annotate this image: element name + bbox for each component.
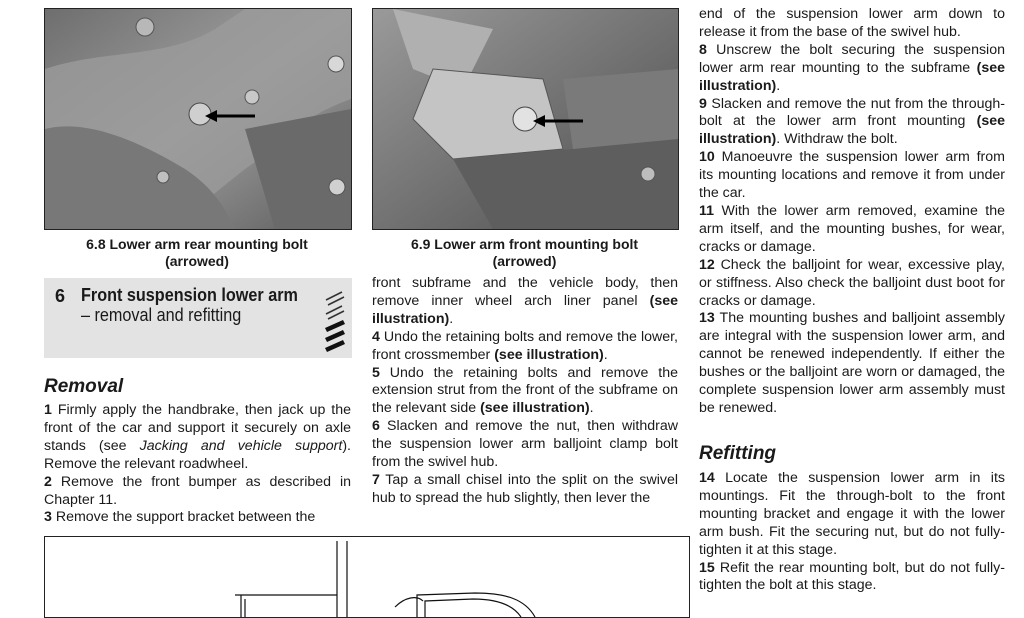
caption-6-9-line2: (arrowed) (492, 253, 557, 269)
step-8-ref: (see illustration) (699, 59, 1005, 94)
step-14-number: 14 (699, 470, 715, 486)
step-15 (699, 560, 1005, 596)
caption-6-8-line2: (arrowed) (165, 253, 229, 269)
step-6-text: Slacken and remove the nut, then withdraw the suspension lower arm balljoint clamp bolt from the swivel hub. (372, 418, 678, 471)
section-subtitle: – removal and refitting (81, 305, 242, 325)
step-14-text: Locate the suspension lower arm in its mountings. Fit the through-bolt to the front mounting bracket and engage it with the lower arm bush. Fit the securing nut, but do not fully-tighten it at this stage. (699, 470, 1005, 558)
step-7-cont-text: end of the suspension lower arm down to release it from the base of the swivel hub. (699, 6, 1005, 40)
step-10 (699, 149, 1005, 203)
photo-6-8 (44, 8, 352, 230)
step-11-number: 11 (699, 202, 714, 219)
column-2-text (372, 275, 678, 508)
step-9-number: 9 (699, 95, 707, 112)
step-7-text: Tap a small chisel into the split on the swivel hub to spread the hub slightly, then lever the (372, 471, 678, 506)
step-4-ref: (see illustration) (494, 346, 604, 363)
step-8: 8 Unscrew the bolt securing the suspension lower arm rear mounting to the subframe (see illustration). (699, 41, 1005, 94)
section-heading-box (44, 278, 352, 358)
step-9-ref: (see illustration) (699, 113, 1005, 148)
section-title-block (81, 285, 298, 325)
step-7-number: 7 (372, 471, 380, 488)
step-7 (372, 472, 678, 508)
step-8-text: Unscrew the bolt securing the suspension lower arm rear mounting to the subframe (699, 41, 1005, 76)
step-5-ref: (see illustration) (480, 400, 590, 417)
step-1 (44, 402, 351, 474)
step-4-number: 4 (372, 328, 380, 345)
column-3-refitting-text (699, 470, 1005, 595)
step-3-text: Remove the support bracket between the (51, 509, 316, 526)
step-3 (44, 509, 351, 527)
step-15-text: Refit the rear mounting bolt, but do not fully-tighten the bolt at this stage. (699, 559, 1005, 594)
step-11 (699, 203, 1005, 257)
heading-refitting: Refitting (699, 443, 777, 464)
step-9-text: Slacken and remove the nut from the through-bolt at the lower arm front mounting (699, 95, 1005, 130)
step-3-number: 3 (44, 509, 52, 526)
column-1-text (44, 402, 351, 527)
step-14 (699, 470, 1005, 560)
step-2-number: 2 (44, 473, 52, 490)
caption-6-9 (372, 236, 677, 270)
section-number: 6 (55, 286, 66, 306)
step-15-number: 15 (699, 559, 715, 576)
step-13 (699, 310, 1005, 417)
step-2-text: Remove the front bumper as described in Chapter 11. (44, 473, 351, 508)
step-12-number: 12 (699, 256, 715, 273)
step-5-number: 5 (372, 364, 380, 381)
step-6-number: 6 (372, 418, 380, 435)
column-3-text (699, 6, 1005, 418)
step-5-text: Undo the retaining bolts and remove the extension strut from the front of the subframe on the relevant side (372, 364, 678, 417)
step-12 (699, 257, 1005, 311)
step-4-text: Undo the retaining bolts and remove the lower, front crossmember (372, 328, 678, 363)
step-7-continued (699, 6, 1005, 42)
step-1-text-b: ). Remove the relevant roadwheel. (44, 437, 351, 472)
step-9 (699, 96, 1005, 150)
step-5: 5 Undo the retaining bolts and remove the extension strut from the front of the subframe on the relevant side (see illustration). (372, 364, 678, 417)
step-1-number: 1 (44, 402, 52, 418)
section-title: Front suspension lower arm (81, 285, 298, 305)
step-13-text: The mounting bushes and balljoint assembly are integral with the suspension lower arm, and cannot be renewed independently. If either the bushes or the balljoint are worn or damaged, the complete suspension lower arm assembly must be renewed. (699, 310, 1005, 416)
step-3-ref: (see illustration) (372, 292, 678, 327)
step-1-italic: Jacking and vehicle support (139, 437, 343, 454)
step-2 (44, 474, 351, 510)
step-11-text: With the lower arm removed, examine the arm itself, and the mounting bushes, for wear, cracks or damage. (699, 202, 1005, 255)
caption-6-8-line1: 6.8 Lower arm rear mounting bolt (86, 236, 308, 252)
step-3-continued: front subframe and the vehicle body, then remove inner wheel arch liner panel (see illustration). (372, 275, 678, 327)
step-13-number: 13 (699, 310, 715, 327)
step-1-text-a: Firmly apply the handbrake, then jack up the front of the car and support it securely on axle stands (see (44, 402, 351, 454)
step-8-number: 8 (699, 41, 707, 58)
photo-6-9 (372, 8, 679, 230)
step-10-text: Manoeuvre the suspension lower arm from its mounting locations and remove it from under the car. (699, 149, 1005, 202)
wrench-icon (322, 288, 348, 352)
step-4: 4 Undo the retaining bolts and remove the lower, front crossmember (see illustration). (372, 328, 678, 363)
step-3-cont-text: front subframe and the vehicle body, then remove inner wheel arch liner panel (372, 275, 678, 309)
bottom-diagram-figure (44, 536, 690, 618)
step-6 (372, 418, 678, 472)
step-12-text: Check the balljoint for wear, excessive play, or stiffness. Also check the balljoint dust boot for cracks or damage. (699, 256, 1005, 309)
caption-6-8 (44, 236, 350, 270)
heading-removal: Removal (44, 376, 124, 397)
caption-6-9-line1: 6.9 Lower arm front mounting bolt (410, 236, 639, 252)
step-9-tail: . Withdraw the bolt. (776, 131, 898, 148)
step-10-number: 10 (699, 149, 715, 166)
